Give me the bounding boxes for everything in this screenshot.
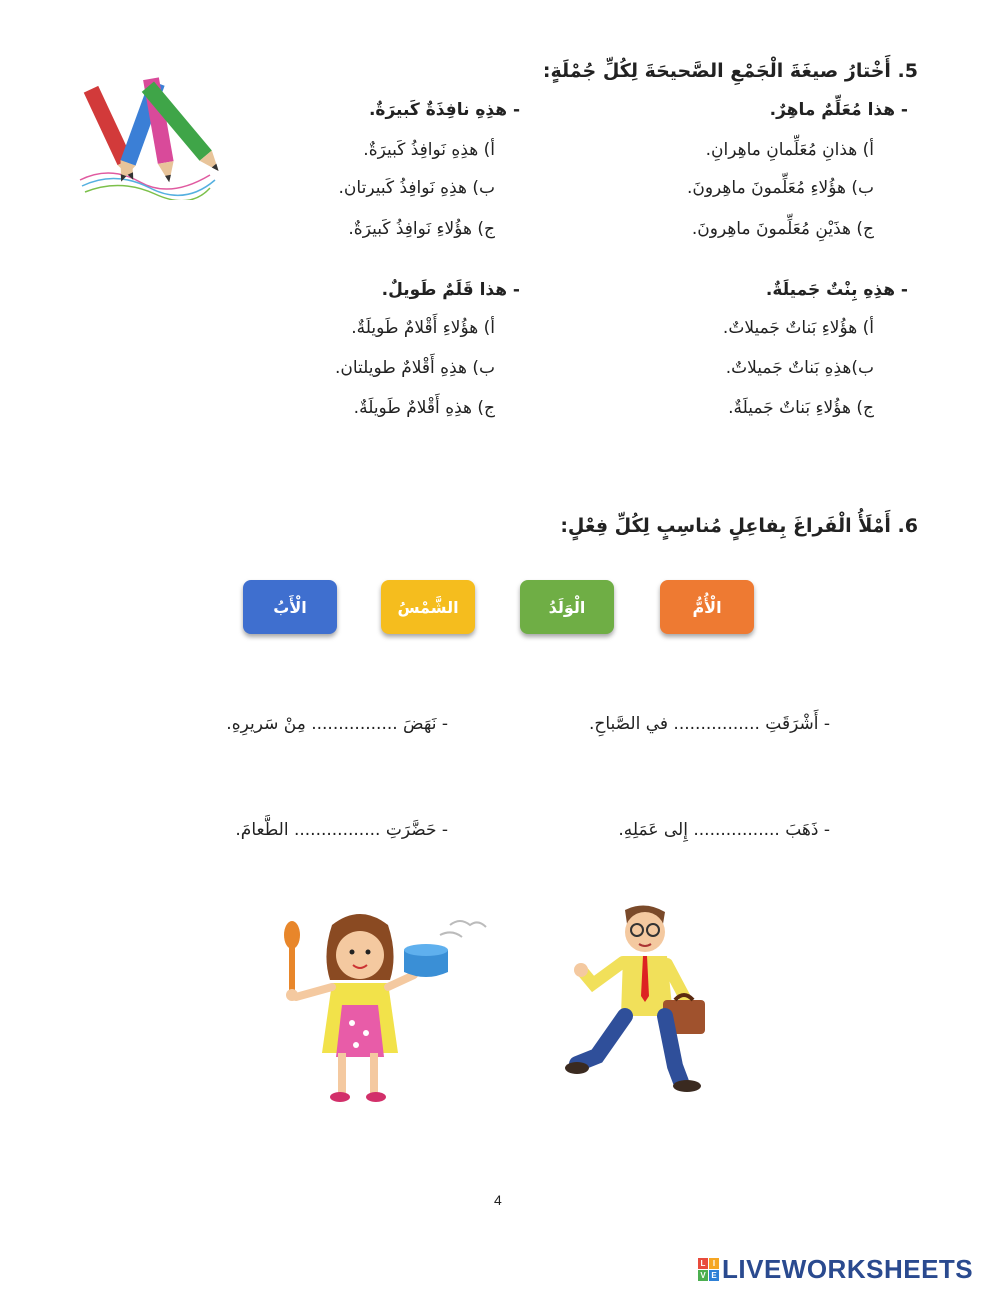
fill-sentence-1[interactable]: - أَشْرَقَتِ ................ في الصَّباحِ. xyxy=(588,714,830,734)
logo-letter: V xyxy=(698,1270,708,1281)
liveworksheets-logo xyxy=(698,1254,973,1285)
fill-sentence-2[interactable]: - نَهَضَ ................ مِنْ سَريرِهِ. xyxy=(226,714,448,734)
q5-item-3-stem: - هذِهِ بِنْتٌ جَميلَةٌ. xyxy=(765,280,908,300)
pencils-illustration xyxy=(70,70,220,200)
question-6-title: 6. أَمْلَأُ الْفَراغَ بِفاعِلٍ مُناسِبٍ لِكُلِّ فِعْلٍ: xyxy=(560,515,918,537)
mother-cooking-illustration xyxy=(270,905,500,1110)
logo-letter: E xyxy=(709,1270,719,1281)
word-button-sun[interactable]: الشَّمْسُ xyxy=(381,580,475,634)
q5-item-1-option-c[interactable]: ج) هذَيْنِ مُعَلِّمونَ ماهِرونَ. xyxy=(691,219,874,239)
page-number: 4 xyxy=(494,1192,502,1208)
q5-item-4-option-c[interactable]: ج) هذِهِ أَقْلامٌ طَويلَةٌ. xyxy=(353,398,495,418)
q5-item-4-option-b[interactable]: ب) هذِهِ أَقْلامٌ طويلتان. xyxy=(334,358,495,378)
q5-item-4-stem: - هذا قَلَمٌ طَويلٌ. xyxy=(381,280,520,300)
fill-sentence-3[interactable]: - ذَهَبَ ................ إِلى عَمَلِهِ. xyxy=(618,820,830,840)
q5-item-2-stem: - هذِهِ نافِذَةٌ كَبيرَةٌ. xyxy=(368,100,520,120)
q5-item-2-option-c[interactable]: ج) هؤُلاءِ نَوافِذُ كَبيرَةٌ. xyxy=(348,219,495,239)
logo-letter: L xyxy=(698,1258,708,1269)
logo-letter: I xyxy=(709,1258,719,1269)
q5-item-1-option-a[interactable]: أ) هذانِ مُعَلِّمانِ ماهِرانِ. xyxy=(705,140,874,160)
word-button-father[interactable]: الْأَبُ xyxy=(243,580,337,634)
q5-item-3-option-b[interactable]: ب)هذِهِ بَناتٌ جَميلاتٌ. xyxy=(725,358,874,378)
father-walking-illustration xyxy=(565,900,715,1100)
question-5-title: 5. أَخْتارُ صيغَةَ الْجَمْعِ الصَّحيحَةَ لِكُلِّ جُمْلَةٍ: xyxy=(542,60,918,82)
word-button-mother[interactable]: الْأُمُّ xyxy=(660,580,754,634)
q5-item-3-option-a[interactable]: أ) هؤُلاءِ بَناتٌ جَميلاتٌ. xyxy=(722,318,874,338)
q5-item-4-option-a[interactable]: أ) هؤُلاءِ أَقْلامٌ طَويلَةٌ. xyxy=(351,318,495,338)
q5-item-1-stem: - هذا مُعَلِّمٌ ماهِرٌ. xyxy=(769,100,908,120)
fill-sentence-4[interactable]: - حَضَّرَتِ ................ الطَّعامَ. xyxy=(235,820,448,840)
q5-item-1-option-b[interactable]: ب) هؤُلاءِ مُعَلِّمونَ ماهِرونَ. xyxy=(686,178,874,198)
q5-item-3-option-c[interactable]: ج) هؤُلاءِ بَناتٌ جَميلَةٌ. xyxy=(728,398,874,418)
q5-item-2-option-a[interactable]: أ) هذِهِ نَوافِذُ كَبيرَةٌ. xyxy=(363,140,495,160)
word-button-boy[interactable]: الْوَلَدُ xyxy=(520,580,614,634)
brand-name: LIVEWORKSHEETS xyxy=(722,1254,974,1284)
logo-icon xyxy=(698,1258,719,1281)
q5-item-2-option-b[interactable]: ب) هذِهِ نَوافِذُ كَبيرتان. xyxy=(338,178,495,198)
